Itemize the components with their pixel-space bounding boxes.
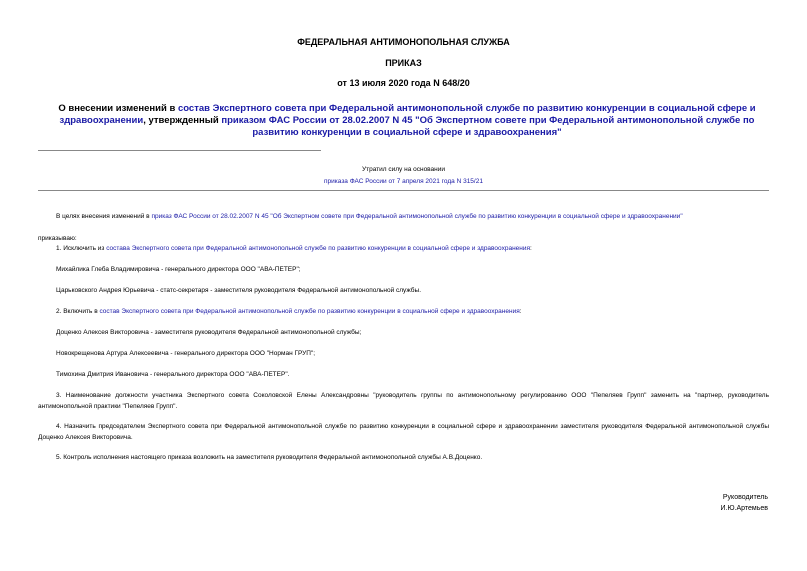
intro-text: В целях внесения изменений в <box>56 213 152 220</box>
item-5: 5. Контроль исполнения настоящего приказа возложить на заместителя руководителя Федеральной антимонопольной службы А.В.Доценко. <box>56 454 483 461</box>
item-2-link[interactable]: состав Экспертного совета при Федеральной антимонопольной службе по развитию конкуренции в социальной сфере и здравоохранения <box>99 308 520 315</box>
item-1-link[interactable]: состава Экспертного совета при Федеральной антимонопольной службе по развитию конкуренции в социальной сфере и здравоохранения <box>106 245 531 252</box>
agency-name: ФЕДЕРАЛЬНАЯ АНТИМОНОПОЛЬНАЯ СЛУЖБА <box>297 37 510 47</box>
included-member: Доценко Алексея Викторовича - заместителя руководителя Федеральной антимонопольной службы; <box>56 329 362 336</box>
divider <box>38 150 321 151</box>
title-text: О внесении изменений в <box>58 103 178 114</box>
excluded-member: Царьковского Андрея Юрьевича - статс-секретаря - заместителя руководителя Федеральной антимонопольной службы. <box>56 287 422 294</box>
intro-link[interactable]: приказ ФАС России от 28.02.2007 N 45 "Об Экспертном совете при Федеральной антимонопольной службе по развитию конкуренции в социальной сфере и здравоохранении" <box>151 213 683 220</box>
item-1 <box>56 243 532 254</box>
item-2-colon: : <box>519 308 522 315</box>
divider <box>38 190 769 191</box>
document-number: от 13 июля 2020 года N 648/20 <box>337 78 470 88</box>
document-type: ПРИКАЗ <box>385 58 422 68</box>
item-4: 4. Назначить председателем Экспертного совета при Федеральной антимонопольной службе по развитию конкуренции в социальной сфере и здравоохранении заместителя руководителя Федеральной антимонопольной службы Доценко Алексея Викторовича. <box>38 423 769 441</box>
document-title <box>56 103 758 139</box>
excluded-member: Михайлика Глеба Владимировича - генерального директора ООО "АВА-ПЕТЕР"; <box>56 266 301 273</box>
signature-name: И.Ю.Артемьев <box>720 505 768 512</box>
order-word: приказываю: <box>38 235 77 242</box>
title-link-order[interactable]: приказом ФАС России от 28.02.2007 N 45 "Об Экспертном совете при Федеральной антимонопольной службе по развитию конкуренции в социальной сфере и здравоохранения" <box>221 115 755 138</box>
signature-block <box>721 492 769 514</box>
lapsed-notice <box>0 164 807 188</box>
title-text-2: , утвержденный <box>143 115 222 126</box>
included-member: Новокрещенова Артура Алексеевича - генерального директора ООО "Норман ГРУП"; <box>56 350 316 357</box>
lapsed-link[interactable]: приказа ФАС России от 7 апреля 2021 года N 315/21 <box>324 178 483 185</box>
signature-role: Руководитель <box>722 494 768 501</box>
intro-paragraph <box>56 211 683 222</box>
title-link-council[interactable]: состав Экспертного совета при Федеральной антимонопольной службе по развитию конкуренции в социальной сфере и здравоохранении <box>59 103 756 126</box>
item-1-text: 1. Исключить из <box>56 245 107 252</box>
lapsed-text: Утратил силу на основании <box>361 166 446 173</box>
included-member: Тимохина Дмитрия Ивановича - генерального директора ООО "АВА-ПЕТЕР". <box>56 371 290 378</box>
item-2-text: 2. Включить в <box>56 308 100 315</box>
item-2 <box>56 306 522 317</box>
item-1-colon: : <box>530 245 532 252</box>
item-3: 3. Наименование должности участника Экспертного совета Соколовской Елены Александровны "руководитель группы по антимонопольному регулированию ООО "Пепеляев Групп" заменить на "партнер, руководитель антимонопольной практики "Пепеляев Групп". <box>38 392 769 410</box>
